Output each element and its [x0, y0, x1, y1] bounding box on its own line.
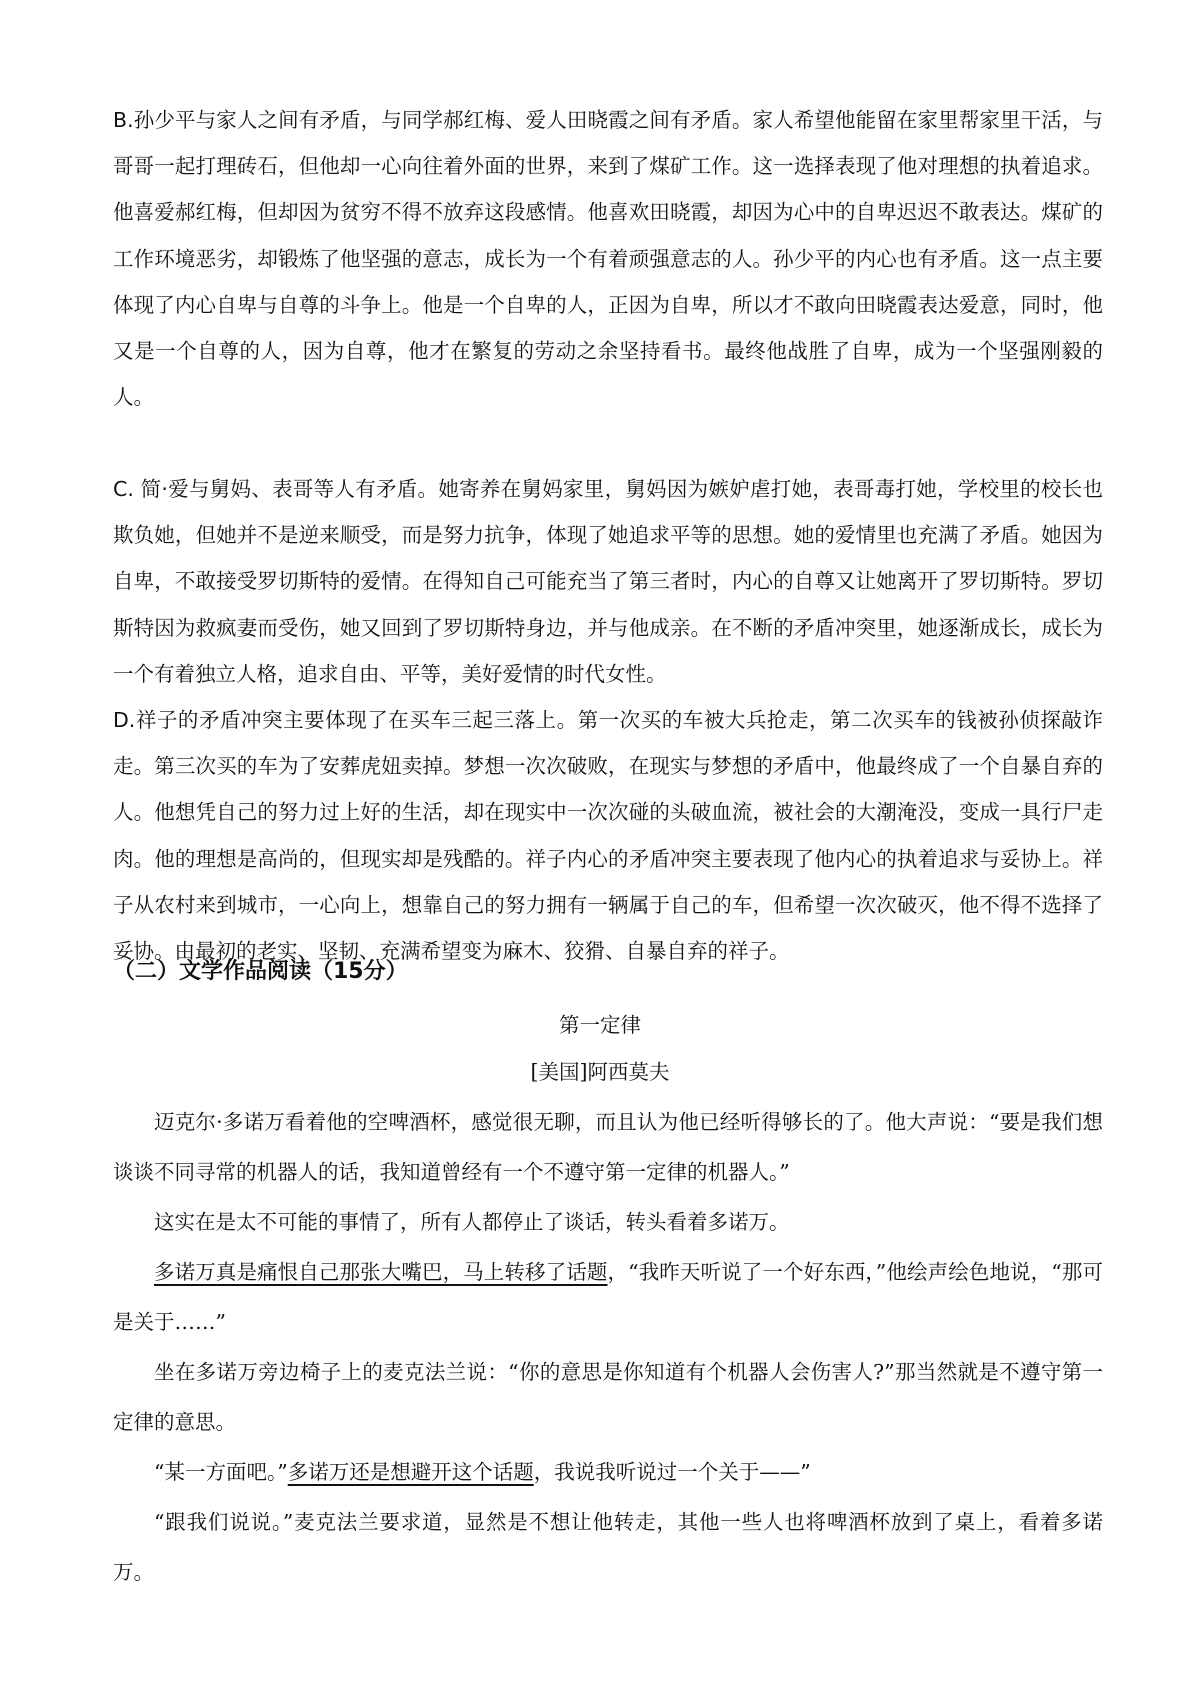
paragraph-5-start: “某一方面吧。” — [154, 1460, 288, 1484]
section-heading: （二）文学作品阅读（15分） — [113, 959, 408, 984]
story-paragraph-4: 坐在多诺万旁边椅子上的麦克法兰说：“你的意思是你知道有个机器人会伤害人?”那当然就是不遵守第一定律的意思。 — [113, 1360, 1103, 1434]
story-paragraph-1: 迈克尔·多诺万看着他的空啤酒杯，感觉很无聊，而且认为他已经听得够长的了。他大声说：“要是我们想谈谈不同寻常的机器人的话，我知道曾经有一个不遵守第一定律的机器人。” — [113, 1110, 1103, 1184]
story-paragraph-6: “跟我们说说。”麦克法兰要求道，显然是不想让他转走，其他一些人也将啤酒杯放到了桌上，看着多诺万。 — [113, 1510, 1103, 1584]
story-paragraph-2: 这实在是太不可能的事情了，所有人都停止了谈话，转头看着多诺万。 — [154, 1210, 790, 1234]
story-paragraph-5 — [113, 1447, 1103, 1497]
story-title: 第一定律 — [559, 1013, 641, 1037]
underlined-sentence-2: 多诺万还是想避开这个话题 — [287, 1460, 534, 1484]
option-c-paragraph: C. 简·爱与舅妈、表哥等人有矛盾。她寄养在舅妈家里，舅妈因为嫉妒虐打她，表哥毒打她，学校里的校长也欺负她，但她并不是逆来顺受，而是努力抗争，体现了她追求平等的思想。她的爱情里也充满了矛盾。她因为自卑，不敢接受罗切斯特的爱情。在得知自己可能充当了第三者时，内心的自尊又让她离开了罗切斯特。罗切斯特因为救疯妻而受伤，她又回到了罗切斯特身边，并与他成亲。在不断的矛盾冲突里，她逐渐成长，成长为一个有着独立人格，追求自由、平等，美好爱情的时代女性。 — [113, 477, 1103, 686]
option-b-paragraph: B.孙少平与家人之间有矛盾，与同学郝红梅、爱人田晓霞之间有矛盾。家人希望他能留在家里帮家里干活，与哥哥一起打理砖石，但他却一心向往着外面的世界，来到了煤矿工作。这一选择表现了他对理想的执着追求。他喜爱郝红梅，但却因为贫穷不得不放弃这段感情。他喜欢田晓霞，却因为心中的自卑迟迟不敢表达。煤矿的工作环境恶劣，却锻炼了他坚强的意志，成长为一个有着顽强意志的人。孙少平的内心也有矛盾。这一点主要体现了内心自卑与自尊的斗争上。他是一个自卑的人，正因为自卑，所以才不敢向田晓霞表达爱意，同时，他又是一个自尊的人，因为自尊，他才在繁复的劳动之余坚持看书。最终他战胜了自卑，成为一个坚强刚毅的人。 — [113, 108, 1103, 410]
story-author: [美国]阿西莫夫 — [530, 1060, 670, 1084]
underlined-sentence-1: 多诺万真是痛恨自己那张大嘴巴，马上转移了话题 — [154, 1260, 608, 1284]
paragraph-5-end: ，我说我听说过一个关于——” — [533, 1460, 811, 1484]
story-paragraph-3 — [113, 1247, 1103, 1347]
option-d-paragraph: D.祥子的矛盾冲突主要体现了在买车三起三落上。第一次买的车被大兵抢走，第二次买车的钱被孙侦探敲诈走。第三次买的车为了安葬虎妞卖掉。梦想一次次破败，在现实与梦想的矛盾中，他最终成了一个自暴自弃的人。他想凭自己的努力过上好的生活，却在现实中一次次碰的头破血流，被社会的大潮淹没，变成一具行尸走肉。他的理想是高尚的，但现实却是残酷的。祥子内心的矛盾冲突主要表现了他内心的执着追求与妥协上。祥子从农村来到城市，一心向上，想靠自己的努力拥有一辆属于自己的车，但希望一次次破灭，他不得不选择了妥协。由最初的老实、坚韧、充满希望变为麻木、狡猾、自暴自弃的祥子。 — [113, 708, 1103, 964]
paragraph-3-rest: ，“我昨天听说了一个好东西，”他绘声绘色地说，“那可是关于……” — [113, 1260, 1103, 1334]
